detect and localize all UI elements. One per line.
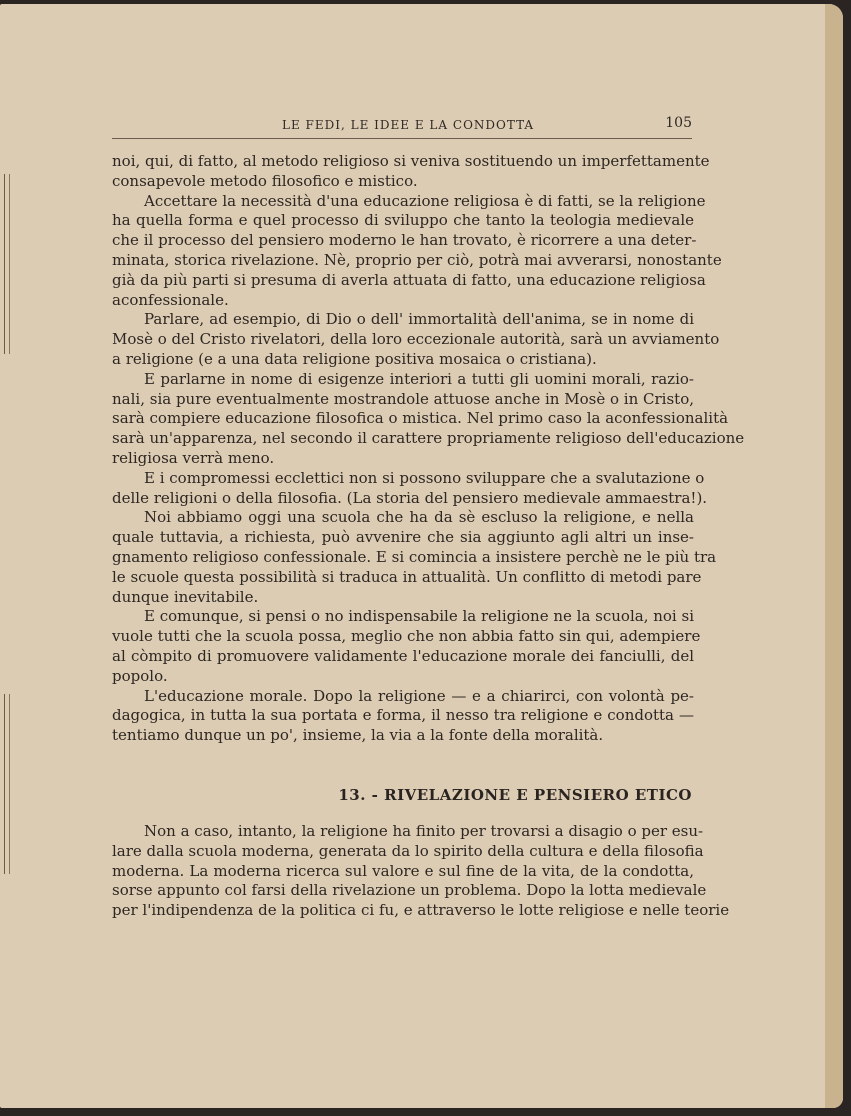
text-line: Parlare, ad esempio, di Dio o dell' immortalità dell'anima, se in nome di [144,310,694,329]
text-line: tentiamo dunque un po', insieme, la via a la fonte della moralità. [112,726,604,745]
paragraph [112,152,710,192]
text-line: sarà compiere educazione filosofica o mistica. Nel primo caso la aconfessionalità [112,409,729,428]
text-line: sarà un'apparenza, nel secondo il carattere propriamente religioso dell'educazione [112,429,745,448]
text-line: sorse appunto col farsi della rivelazione un problema. Dopo la lotta medievale [112,881,707,900]
text-line: quale tuttavia, a richiesta, può avvenire che sia aggiunto agli altri un inse- [112,528,694,547]
text-line: Accettare la necessità d'una educazione religiosa è di fatti, se la religione [144,191,706,210]
running-title: LE FEDI, LE IDEE E LA CONDOTTA [282,118,535,132]
text-line: dagogica, in tutta la sua portata e forma, il nesso tra religione e condotta — [112,706,694,725]
book-page [0,4,843,1108]
text-line: già da più parti si presuma di averla attuata di fatto, una educazione religiosa [112,270,706,289]
paragraph [112,607,701,686]
paragraph [112,310,720,369]
text-line: minata, storica rivelazione. Nè, proprio per ciò, potrà mai avverarsi, nonostante [112,250,722,269]
body-text-top [112,152,745,746]
text-line: Mosè o del Cristo rivelatori, della loro eccezionale autorità, sarà un avviamento [112,330,720,349]
text-line: Non a caso, intanto, la religione ha finito per trovarsi a disagio o per esu- [144,822,704,840]
text-line: dunque inevitabile. [112,587,259,606]
text-line: lare dalla scuola moderna, generata da lo spirito della cultura e della filosofia [112,841,704,860]
text-line: ha quella forma e quel processo di sviluppo che tanto la teologia medievale [112,211,694,230]
binding-stitch [4,174,10,354]
paragraph [112,191,722,311]
binding-stitch [4,694,10,874]
text-line: consapevole metodo filosofico e mistico. [112,171,418,190]
text-line: delle religioni o della filosofia. (La storia del pensiero medievale ammaestra!). [112,488,708,507]
text-line: vuole tutti che la scuola possa, meglio che non abbia fatto sin qui, adempiere [112,627,701,646]
text-line: moderna. La moderna ricerca sul valore e sul fine de la vita, de la condotta, [112,861,694,880]
body-text-bottom [112,822,730,921]
text-line: noi, qui, di fatto, al metodo religioso si veniva sostituendo un imperfettamente [112,152,710,170]
section-heading: 13. - RIVELAZIONE E PENSIERO ETICO [338,786,692,804]
text-line: E i compromessi ecclettici non si possono sviluppare che a svalutazione o [144,468,705,487]
text-line: nali, sia pure eventualmente mostrandole attuose anche in Mosè o in Cristo, [112,389,694,408]
text-line: popolo. [112,666,168,685]
text-line: al còmpito di promuovere validamente l'educazione morale dei fanciulli, del [112,646,694,665]
text-line: aconfessionale. [112,290,229,309]
text-line: religiosa verrà meno. [112,448,275,467]
running-header [112,114,692,139]
paragraph [112,822,730,921]
text-line: gnamento religioso confessionale. E si comincia a insistere perchè ne le più tra [112,547,717,566]
text-line: Noi abbiamo oggi una scuola che ha da sè escluso la religione, e nella [144,508,694,527]
paragraph [112,369,745,469]
text-line: che il processo del pensiero moderno le han trovato, è ricorrere a una deter- [112,231,697,250]
paragraph [112,508,717,607]
paragraph [112,687,694,746]
text-line: a religione (e a una data religione positiva mosaica o cristiana). [112,349,597,368]
text-line: per l'indipendenza de la politica ci fu, e attraverso le lotte religiose e nelle teorie [112,901,730,920]
page-edge [825,4,843,1108]
page-number: 105 [665,115,692,131]
text-line: E comunque, si pensi o no indispensabile la religione ne la scuola, noi si [144,607,694,626]
paragraph [112,468,708,509]
text-line: L'educazione morale. Dopo la religione — e a chiarirci, con volontà pe- [144,686,694,705]
text-line: E parlarne in nome di esigenze interiori a tutti gli uomini morali, razio- [144,369,694,388]
text-line: le scuole questa possibilità si traduca in attualità. Un conflitto di metodi pare [112,567,702,586]
